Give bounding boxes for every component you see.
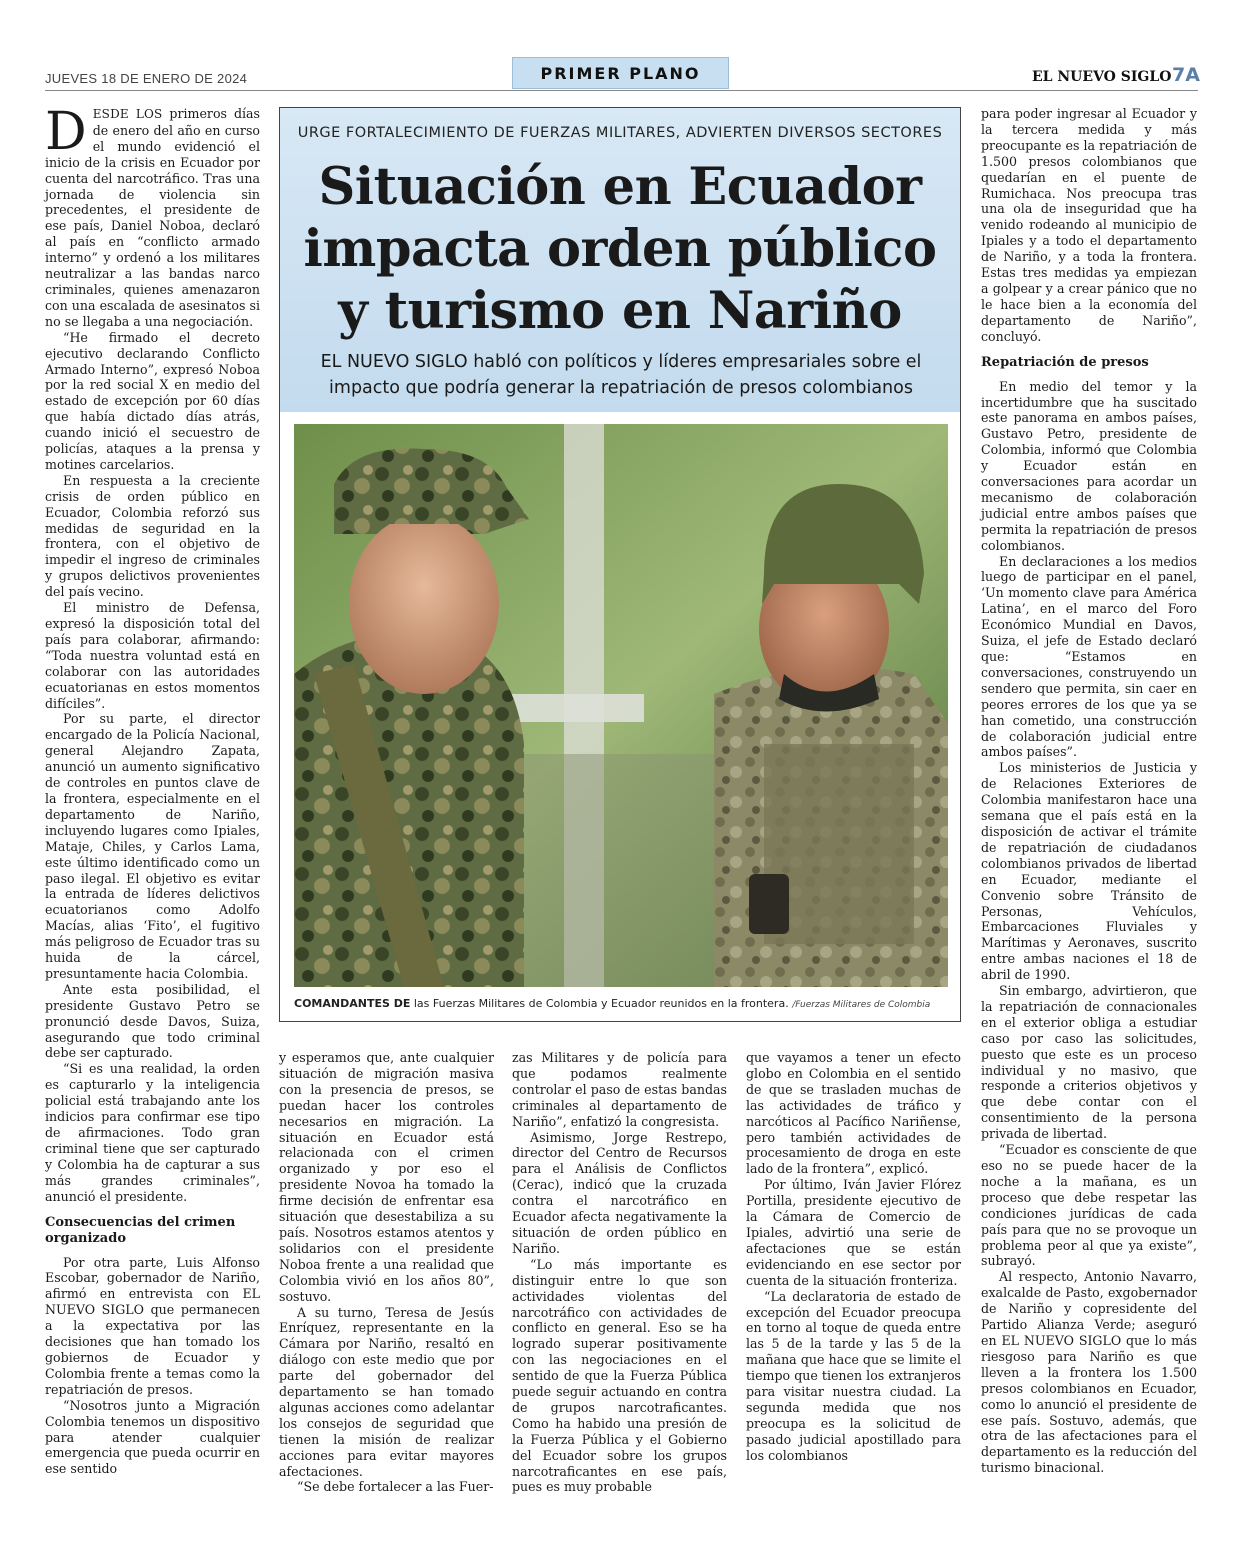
caption-text: las Fuerzas Militares de Colombia y Ecuador reunidos en la frontera.	[410, 997, 789, 1010]
paragraph: para poder ingresar al Ecuador y la tercera medida y más preocupante es la repatriación de 1.500 presos colombianos que quedarían en el puente de Rumichaca. Nos preocupa tras una ola de inseguridad que ha venido rodeando al municipio de Ipiales y a todo el departamento de Nariño, y a toda la frontera. Estas tres medidas ya empiezan a golpear y a crear pánico que no le hace bien a la economía del departamento de Nariño”, concluyó.	[981, 106, 1197, 344]
headline-line: impacta orden público	[303, 219, 937, 279]
paragraph: “He firmado el decreto ejecutivo declarando Conflicto Armado Interno”, expresó Noboa por la red social X en medio del estado de excepción por 60 días que había dictado días atrás, cuando inició el secuestro de policías, ataques a la prensa y motines carcelarios.	[45, 329, 260, 472]
paragraph: Los ministerios de Justicia y de Relaciones Exteriores de Colombia manifestaron hace una semana que el país está en la disposición de activar el trámite de repatriación de ciudadanos colombianos privados de libertad en Ecuador, mediante el Convenio sobre Tránsito de Personas, Vehículos, Embarcaciones Fluviales y Marítimas y Aeronaves, suscrito entre ambas naciones el 18 de abril de 1990.	[981, 760, 1197, 983]
photo-caption	[294, 997, 954, 1010]
paragraph: En medio del temor y la incertidumbre que ha suscitado este panorama en ambos países, Gustavo Petro, presidente de Colombia, informó que Colombia y Ecuador están en conversaciones para acordar un mecanismo de colaboración judicial entre ambos países que permita la repatriación de presos colombianos.	[981, 378, 1197, 553]
section-banner: PRIMER PLANO	[512, 57, 729, 89]
photo-commanders	[294, 424, 948, 987]
paragraph: “Ecuador es consciente de que eso no se puede hacer de la noche a la mañana, es un proceso que debe respetar las condiciones jurídicas de cada país para que no se provoque un problema peor al que ya existe”, subrayó.	[981, 1142, 1197, 1269]
headline	[280, 156, 960, 342]
paragraph: Por último, Iván Javier Flórez Portilla, presidente ejecutivo de la Cámara de Comercio de Ipiales, advirtió una serie de afectaciones que se están evidenciando en ese sector por cuenta de la situación fronteriza.	[746, 1177, 961, 1288]
paragraph-text: primeros días de enero del año en curso el mundo evidenció el inicio de la crisis en Ecuador por cuenta del narcotráfico. Tras una jornada de violencia sin precedentes, el presidente de ese país, Daniel Noboa, declaró al país en “conflicto armado interno” y ordenó a los militares neutralizar a las bandas narco criminales, quienes amenazaron con una escalada de asesinatos si no se llegaba a una negociación.	[45, 106, 261, 329]
paragraph: zas Militares y de policía para que podamos realmente controlar el paso de estas bandas criminales al departamento de Nariño”, enfatizó la congresista.	[512, 1050, 727, 1129]
paragraph: “Si es una realidad, la orden es capturarlo y la inteligencia policial está trabajando ante los indicios para confirmar ese tipo de afirmaciones. Todo gran criminal tiene que ser capturado y Colombia ha de capturar a sus más grandes criminales”, anunció el presidente.	[45, 1061, 260, 1204]
paragraph: Ante esta posibilidad, el presidente Gustavo Petro se pronunció desde Davos, Suiza, asegurando que todo criminal debe ser capturado.	[45, 981, 260, 1061]
paragraph: El ministro de Defensa, expresó la disposición total del país para colaborar, afirmando: “Toda nuestra voluntad está en colaborar con las autoridades ecuatorianas en estos momentos difíciles”.	[45, 600, 260, 711]
paragraph: Sin embargo, advirtieron, que la repatriación de connacionales en el exterior obliga a estudiar caso por caso las solicitudes, puesto que este es un proceso individual y no masivo, que responde a criterios objetivos y que debe contar con el consentimiento de la persona privada de libertad.	[981, 983, 1197, 1142]
subheading: Consecuencias del crimen organizado	[45, 1214, 236, 1246]
article-column-4	[746, 1050, 961, 1464]
paragraph: En respuesta a la creciente crisis de orden público en Ecuador, Colombia reforzó sus medidas de seguridad en la frontera, con el objetivo de impedir el ingreso de criminales y grupos delictivos provenientes del país vecino.	[45, 472, 260, 600]
feature-box	[279, 107, 961, 1022]
paragraph: Asimismo, Jorge Restrepo, director del Centro de Recursos para el Análisis de Conflictos (Cerac), indicó que la cruzada contra el narcotráfico en Ecuador afecta negativamente la situación de orden público en Nariño.	[512, 1129, 727, 1256]
issue-date: JUEVES 18 DE ENERO DE 2024	[45, 71, 248, 86]
paragraph	[45, 102, 261, 330]
photo-credit: /Fuerzas Militares de Colombia	[792, 1000, 931, 1010]
caption-lead: COMANDANTES DE	[294, 997, 411, 1010]
kicker: URGE FORTALECIMIENTO DE FUERZAS MILITARES, ADVIERTEN DIVERSOS SECTORES	[297, 125, 943, 141]
newspaper-logo: EL NUEVO SIGLO	[1032, 69, 1172, 85]
paragraph: que vayamos a tener un efecto globo en Colombia en el sentido de que se trasladen muchas de las actividades de tráfico y narcóticos al Pacífico Nariñense, pero también actividades de procesamiento de droga en este lado de la frontera”, explicó.	[746, 1050, 961, 1177]
deck: EL NUEVO SIGLO habló con políticos y líderes empresariales sobre el impacto que podría generar la repatriación de presos colombianos	[320, 352, 922, 398]
paragraph: Al respecto, Antonio Navarro, exalcalde de Pasto, exgobernador de Nariño y copresidente del Partido Alianza Verde; aseguró en EL NUEVO SIGLO que lo más riesgoso para Nariño es que lleven a la frontera los 1.500 presos colombianos en Ecuador, como lo anunció el presidente de ese país. Sostuvo, además, que otra de las afectaciones para el departamento es la reducción del turismo binacional.	[981, 1269, 1197, 1476]
paragraph: “Se debe fortalecer a las Fuer-	[297, 1479, 494, 1495]
drop-cap: D	[45, 102, 87, 162]
paragraph: “Nosotros junto a Migración Colombia tenemos un dispositivo para atender cualquier emergencia que pueda ocurrir en ese sentido	[45, 1397, 260, 1477]
article-column-1	[45, 102, 261, 1477]
paragraph: Por otra parte, Luis Alfonso Escobar, gobernador de Nariño, afirmó en entrevista con EL NUEVO SIGLO que permanecen a la expectativa por las decisiones que han tomado los gobiernos de Ecuador y Colombia frente a temas como la repatriación de presos.	[45, 1254, 260, 1397]
lead-in: ESDE LOS	[92, 107, 163, 121]
headline-line: y turismo en Nariño	[338, 281, 902, 341]
article-column-5	[981, 106, 1197, 1476]
paragraph: En declaraciones a los medios luego de participar en el panel, ‘Un momento clave para América Latina’, en el marco del Foro Económico Mundial en Davos, Suiza, el jefe de Estado declaró que: “Estamos en conversaciones, construyendo un sendero que permita, sin caer en peores errores de los que ya se han cometido, una construcción de colaboración judicial entre ambos países”.	[981, 553, 1197, 760]
photo-illustration	[294, 424, 948, 987]
paragraph: y esperamos que, ante cualquier situación de migración masiva con la presencia de presos, se puedan hacer los controles necesarios en migración. La situación en Ecuador está relacionada con el crimen organizado y por eso el presidente Novoa ha tomado la firme decisión de enfrentar esa situación que desestabiliza a su país. Nosotros estamos atentos y solidarios con el presidente Noboa frente a una realidad que Colombia vivió en los años 80”, sostuvo.	[279, 1050, 494, 1304]
article-column-3	[512, 1050, 727, 1495]
paragraph: “Lo más importante es distinguir entre lo que son actividades violentas del narcotráfico con actividades de conflicto en general. Eso se ha logrado superar positivamente con las negociaciones en el sentido de que la Fuerza Pública puede seguir actuando en contra de grupos narcotraficantes. Como ha habido una presión de la Fuerza Pública y el Gobierno del Ecuador sobre los grupos narcotraficantes en ese país, pues es muy probable	[512, 1256, 727, 1495]
paragraph: A su turno, Teresa de Jesús Enríquez, representante en la Cámara por Nariño, resaltó en diálogo con este medio que por parte del gobernador del departamento se han tomado algunas acciones como adelantar los consejos de seguridad que tienen la misión de realizar acciones para evitar mayores afectaciones.	[279, 1304, 494, 1479]
paragraph: “La declaratoria de estado de excepción del Ecuador preocupa en torno al toque de queda entre las 5 de la tarde y las 5 de la mañana que hace que se limite el tiempo que tienen los extranjeros para visitar nuestra ciudad. La segunda medida que nos preocupa es la solicitud de pasado judicial apostillado para los colombianos	[746, 1288, 961, 1463]
article-column-2	[279, 1050, 494, 1495]
subheading: Repatriación de presos	[981, 354, 1149, 370]
page-number: 7A	[1172, 64, 1200, 86]
header-divider	[45, 90, 1198, 91]
paragraph: Por su parte, el director encargado de la Policía Nacional, general Alejandro Zapata, anunció un aumento significativo de controles en puntos clave de la frontera, especialmente en el departamento de Nariño, incluyendo lugares como Ipiales, Mataje, Chiles, y Carlos Lama, este último identificado como un paso ilegal. El objetivo es evitar la entrada de líderes delictivos ecuatorianos como Adolfo Macías, alias ‘Fito’, el fugitivo más peligroso de Ecuador tras su huida de la cárcel, presuntamente hacia Colombia.	[45, 711, 260, 981]
headline-line: Situación en Ecuador	[318, 157, 922, 217]
